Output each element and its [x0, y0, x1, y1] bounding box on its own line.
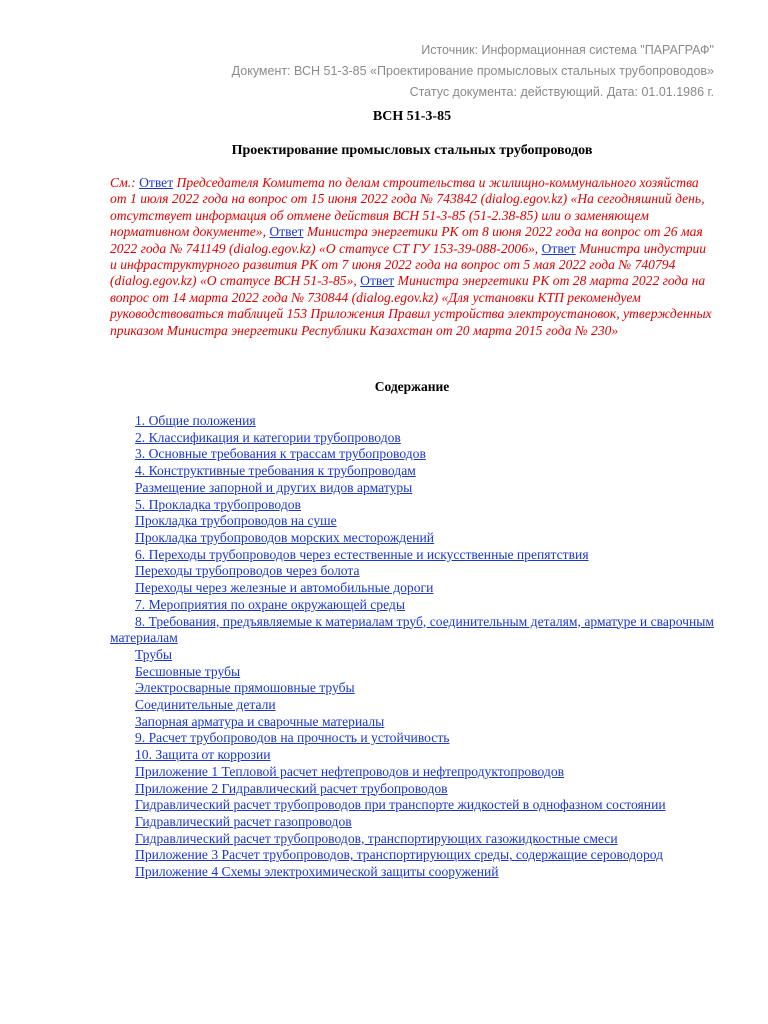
table-of-contents: [110, 413, 714, 881]
toc-link[interactable]: 3. Основные требования к трассам трубопроводов: [135, 446, 426, 462]
note-see: См.:: [110, 175, 140, 190]
note-part-1: Председателя Комитета по делам строительства и жилищно-коммунального хозяйства от 1 июля 2022 года на вопрос от 15 июня 2022 года № 743842 (dialog.egov.kz) «На сегодняшний день, отсутствует информация об отмене действия ВСН 51-3-85 (51-2.38-85) или о заменяющем нормативном документе»,: [110, 175, 705, 240]
answer-link-1[interactable]: Ответ: [139, 175, 174, 190]
toc-link[interactable]: 7. Мероприятия по охране окружающей среды: [135, 596, 405, 612]
toc-link[interactable]: Прокладка трубопроводов на суше: [135, 513, 337, 529]
toc-link[interactable]: Гидравлический расчет трубопроводов, транспортирующих газожидкостные смеси: [135, 830, 618, 846]
toc-link[interactable]: Приложение 1 Тепловой расчет нефтепроводов и нефтепродуктопроводов: [135, 763, 565, 779]
toc-link[interactable]: Приложение 2 Гидравлический расчет трубопроводов: [135, 780, 448, 796]
note-part-3: Министра индустрии и инфраструктурного развития РК от 7 июня 2022 года на вопрос от 5 мая 2022 года № 740794 (dialog.egov.kz) «О статусе ВСН 51-3-85»,: [110, 240, 707, 289]
document-title: Проектирование промысловых стальных трубопроводов: [231, 143, 593, 158]
toc-link[interactable]: 10. Защита от коррозии: [135, 747, 271, 763]
note-part-2: Министра энергетики РК от 8 июня 2022 года на вопрос от 26 мая 2022 года № 741149 (dialog.egov.kz) «О статусе СТ ГУ 153-39-088-2006»,: [110, 224, 703, 256]
toc-link[interactable]: 6. Переходы трубопроводов через естественные и искусственные препятствия: [135, 546, 589, 562]
toc-link[interactable]: Бесшовные трубы: [135, 663, 241, 679]
document-code: ВСН 51-3-85: [372, 109, 452, 124]
note-part-4: Министра энергетики РК от 28 марта 2022 года на вопрос от 14 марта 2022 года № 730844 (dialog.egov.kz) «Для установки КТП рекомендуем руководствоваться таблицей 153 Приложения Правил устройства электроустановок, утвержденных приказом Министра энергетики Республики Казахстан от 20 марта 2015 года № 230»: [110, 273, 712, 338]
toc-link[interactable]: 2. Классификация и категории трубопроводов: [135, 429, 401, 445]
toc-heading: Содержание: [374, 379, 450, 395]
toc-link[interactable]: 5. Прокладка трубопроводов: [135, 496, 301, 512]
toc-link[interactable]: Запорная арматура и сварочные материалы: [135, 713, 385, 729]
toc-link[interactable]: Переходы через железные и автомобильные дороги: [135, 580, 434, 596]
toc-link[interactable]: Гидравлический расчет газопроводов: [135, 813, 352, 829]
document-meta: [110, 0, 714, 103]
toc-link[interactable]: Размещение запорной и других видов арматуры: [135, 479, 413, 495]
reference-note: [110, 175, 714, 339]
document-line: Документ: ВСН 51-3-85 «Проектирование промысловых стальных трубопроводов»: [231, 64, 714, 78]
answer-link-3[interactable]: Ответ: [541, 240, 576, 256]
toc-link[interactable]: 9. Расчет трубопроводов на прочность и устойчивость: [135, 730, 450, 746]
answer-link-4[interactable]: Ответ: [360, 273, 395, 289]
toc-link[interactable]: Электросварные прямошовные трубы: [135, 680, 355, 696]
toc-link[interactable]: Приложение 3 Расчет трубопроводов, транспортирующих среды, содержащие сероводород: [135, 847, 664, 863]
toc-link[interactable]: 8. Требования, предъявляемые к материалам труб, соединительным деталям, арматуре и сварочным материалам: [110, 613, 714, 646]
toc-link[interactable]: 1. Общие положения: [135, 413, 256, 429]
status-line: Статус документа: действующий. Дата: 01.01.1986 г.: [409, 85, 714, 99]
toc-link[interactable]: Гидравлический расчет трубопроводов при транспорте жидкостей в однофазном состоянии: [135, 797, 666, 813]
toc-link[interactable]: Приложение 4 Схемы электрохимической защиты сооружений: [135, 864, 499, 880]
toc-link[interactable]: Трубы: [135, 646, 173, 662]
toc-link[interactable]: Прокладка трубопроводов морских месторождений: [135, 529, 435, 545]
toc-link[interactable]: Переходы трубопроводов через болота: [135, 563, 360, 579]
answer-link-2[interactable]: Ответ: [269, 224, 304, 240]
toc-link[interactable]: Соединительные детали: [135, 697, 276, 713]
toc-link[interactable]: 4. Конструктивные требования к трубопроводам: [135, 463, 416, 479]
source-line: Источник: Информационная система "ПАРАГРАФ": [421, 43, 714, 57]
